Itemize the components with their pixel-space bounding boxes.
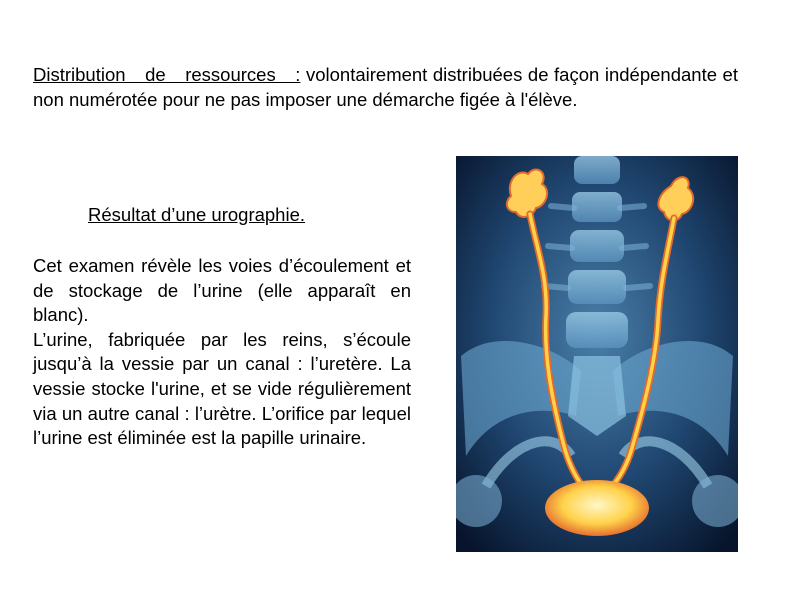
image-caption: Résultat d’une urographie.: [88, 204, 306, 225]
body-text: [33, 254, 411, 451]
intro-paragraph: [33, 62, 738, 112]
urography-image: [456, 156, 738, 552]
paragraph-exam: Cet examen révèle les voies d’écoulement et de stockage de l’urine (elle apparaît en blanc).: [33, 255, 411, 326]
intro-text: volontairement distribuées de façon indépendante et non numérotée pour ne pas imposer une démarche figée à l'élève.: [33, 64, 738, 110]
paragraph-urine-path: L’urine, fabriquée par les reins, s’écoule jusqu’à la vessie par un canal : l’uretère. La vessie stocke l'urine, et se vide régulièrement via un autre canal : l’urètre. L’orifice par lequel l’urine est éliminée est la papille urinaire.: [33, 328, 411, 449]
intro-lead: Distribution de ressources :: [33, 64, 301, 85]
urography-xray-drawing: [456, 156, 738, 552]
